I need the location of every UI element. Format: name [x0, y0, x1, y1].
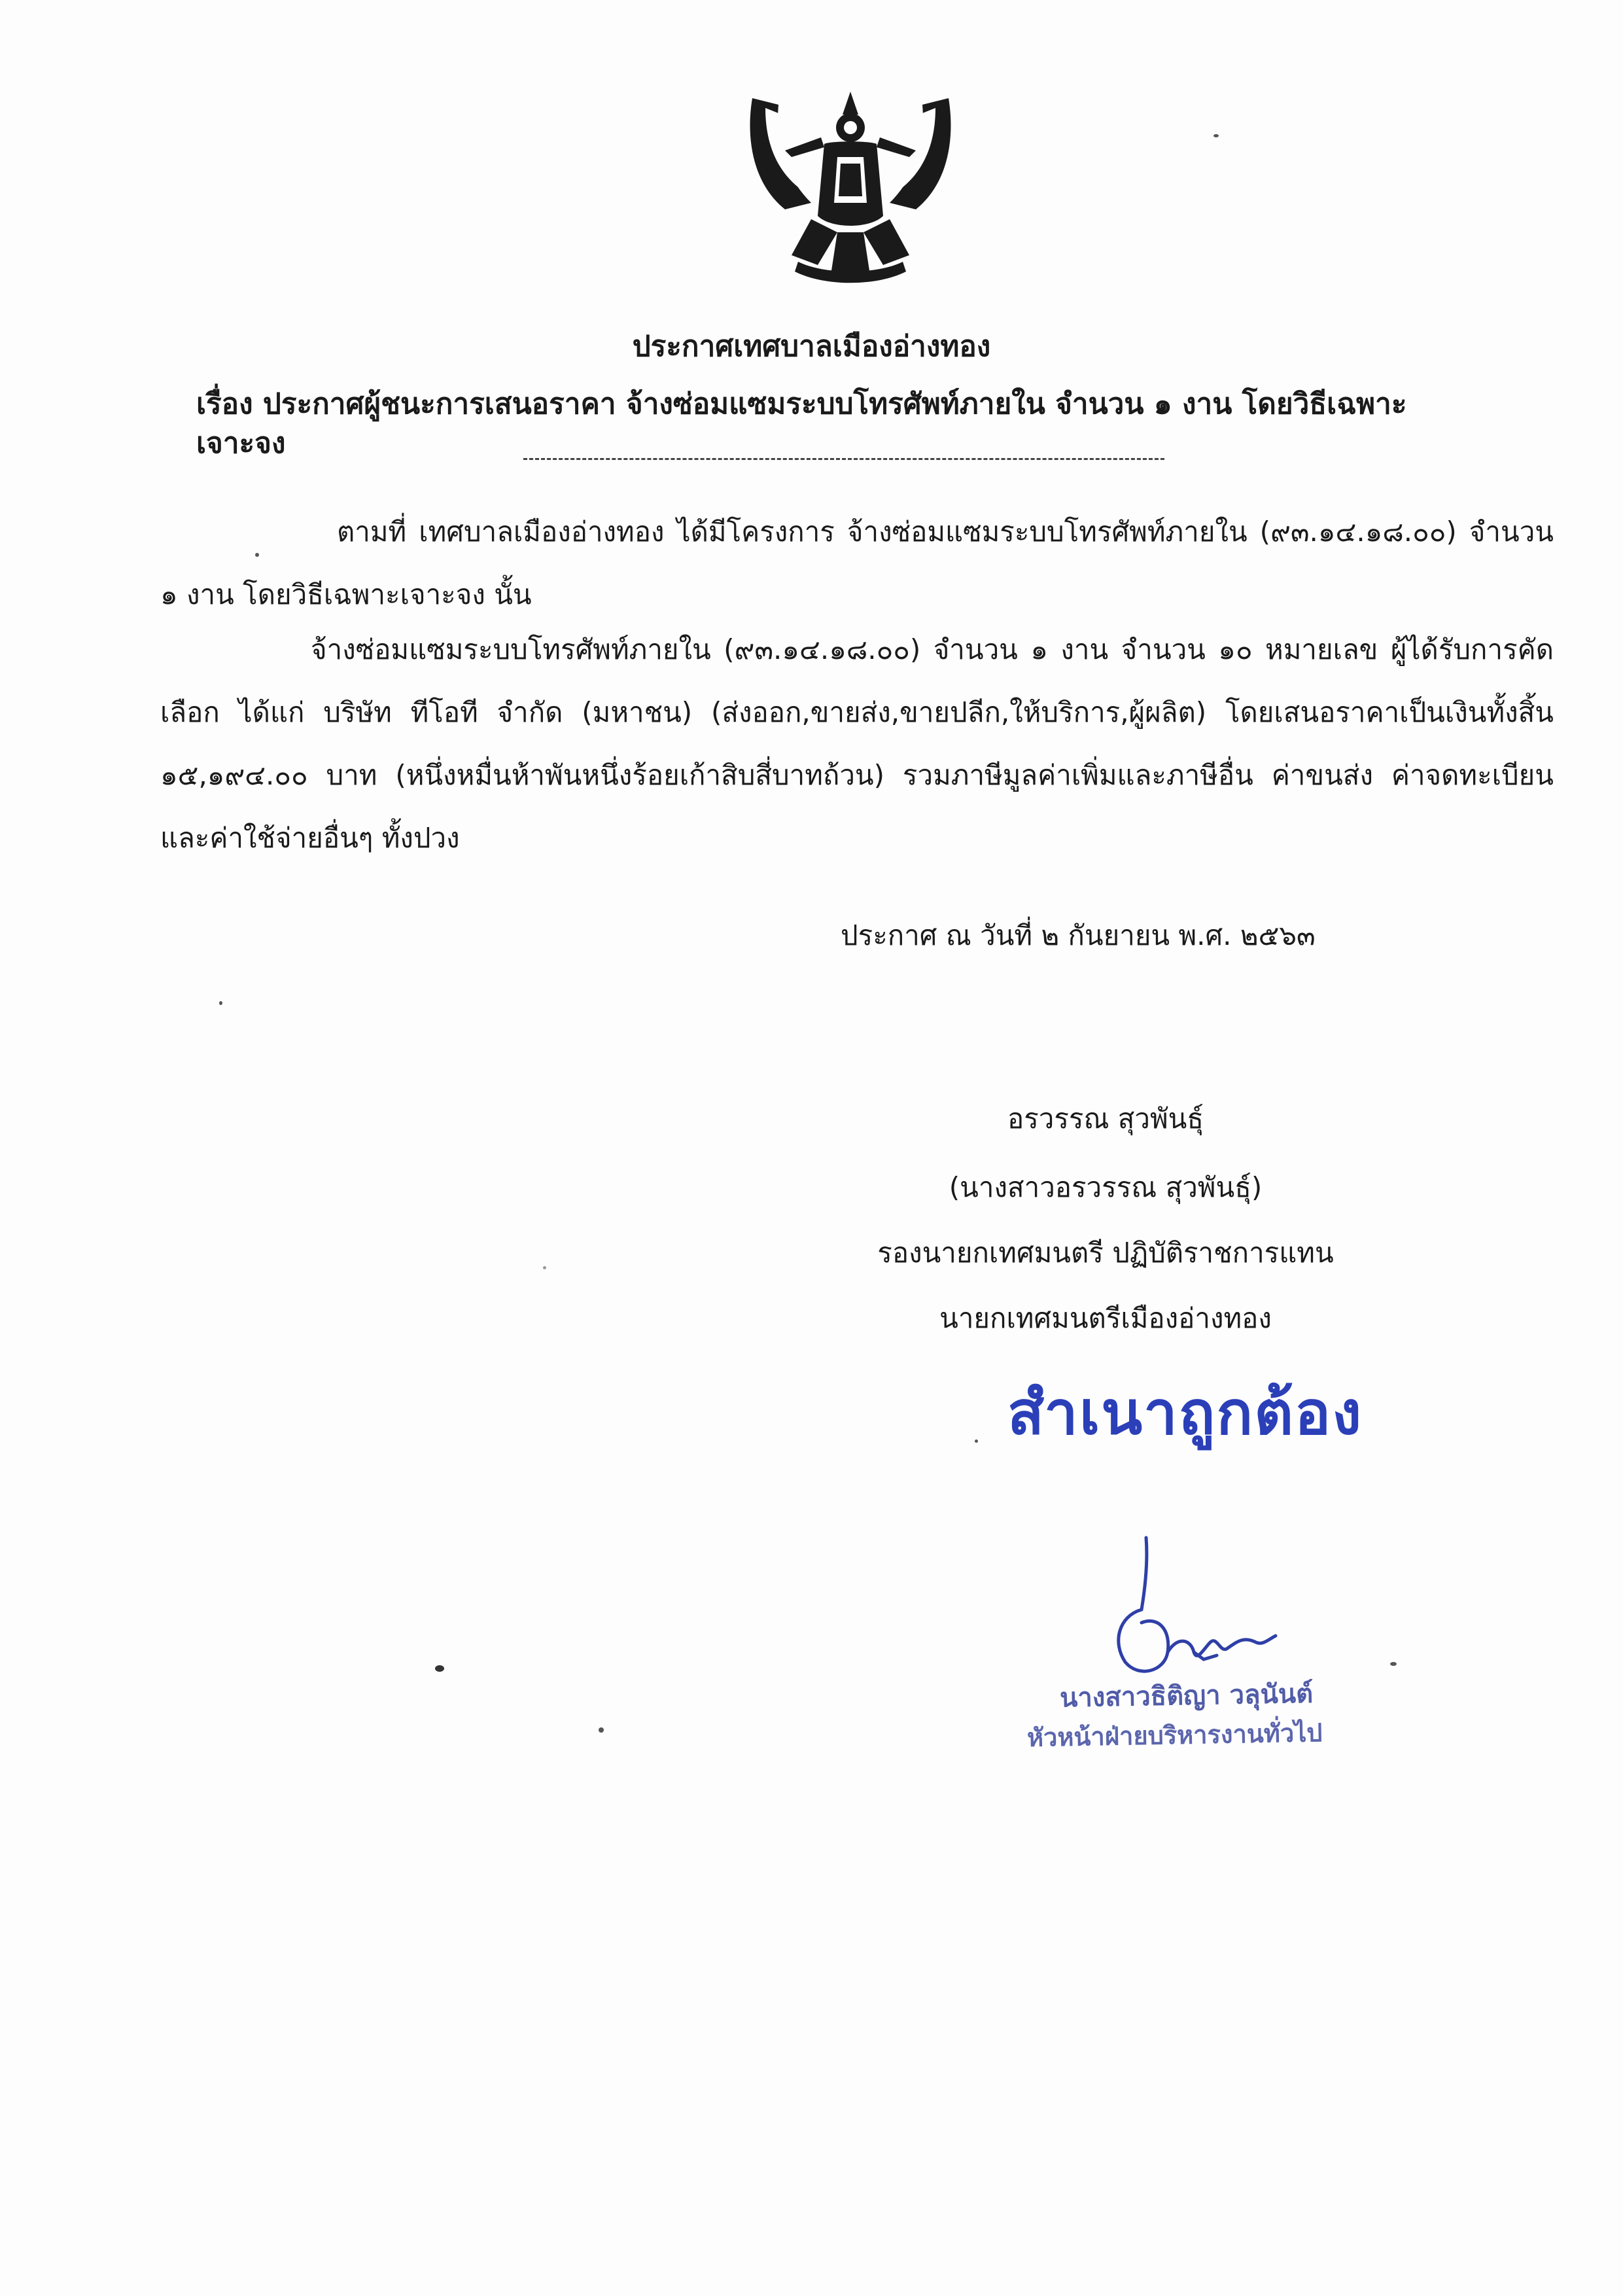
- scan-speck: [599, 1727, 604, 1733]
- announcement-subject: เรื่อง ประกาศผู้ชนะการเสนอราคา จ้างซ่อมแซมระบบโทรศัพท์ภายใน จำนวน ๑ งาน โดยวิธีเฉพาะเจาะจง: [196, 387, 1407, 460]
- body-paragraph-1: ตามที่ เทศบาลเมืองอ่างทอง ได้มีโครงการ จ้างซ่อมแซมระบบโทรศัพท์ภายใน (๙๓.๑๔.๑๘.๐๐) จำนวน ๑ งาน โดยวิธีเฉพาะเจาะจง นั้น: [160, 516, 1554, 610]
- signer-name: (นางสาวอรวรรณ สุวพันธุ์): [949, 1171, 1263, 1203]
- handwritten-signature-icon: [1106, 1531, 1295, 1688]
- dashed-divider: [523, 458, 1164, 460]
- scan-speck: [255, 553, 259, 557]
- body-paragraph-2: จ้างซ่อมแซมระบบโทรศัพท์ภายใน (๙๓.๑๔.๑๘.๐๐) จำนวน ๑ งาน จำนวน ๑๐ หมายเลข ผู้ได้รับการคัดเลือก ได้แก่ บริษัท ทีโอที จำกัด (มหาชน) (ส่งออก,ขายส่ง,ขายปลีก,ให้บริการ,ผู้ผลิต) โดยเสนอราคาเป็นเงินทั้งสิ้น ๑๕,๑๙๔.๐๐ บาท (หนึ่งหมื่นห้าพันหนึ่งร้อยเก้าสิบสี่บาทถ้วน) รวมภาษีมูลค่าเพิ่มและภาษีอื่น ค่าขนส่ง ค่าจดทะเบียน และค่าใช้จ่ายอื่นๆ ทั้งปวง: [160, 633, 1554, 854]
- garuda-emblem-icon: [739, 79, 962, 294]
- signer-position-1: รองนายกเทศมนตรี ปฏิบัติราชการแทน: [877, 1237, 1334, 1269]
- scan-speck: [975, 1439, 978, 1443]
- scan-speck: [1213, 134, 1219, 137]
- certifier-position: หัวหน้าฝ่ายบริหารงานทั่วไป: [1026, 1718, 1323, 1752]
- announcement-date: ประกาศ ณ วันที่ ๒ กันยายน พ.ศ. ๒๕๖๓: [841, 919, 1316, 951]
- scan-speck: [1390, 1662, 1397, 1666]
- signer-position-2: นายกเทศมนตรีเมืองอ่างทอง: [939, 1302, 1272, 1334]
- scan-speck: [435, 1665, 444, 1672]
- scan-speck: [543, 1266, 546, 1269]
- signer-signature: อรวรรณ สุวพันธุ์: [1007, 1103, 1204, 1135]
- certified-copy-stamp: สำเนาถูกต้อง: [1007, 1378, 1363, 1448]
- certifier-name: นางสาวธิติญา วลุนันต์: [1059, 1678, 1314, 1714]
- scan-speck: [219, 1001, 222, 1005]
- announcement-header: ประกาศเทศบาลเมืองอ่างทอง: [632, 330, 991, 363]
